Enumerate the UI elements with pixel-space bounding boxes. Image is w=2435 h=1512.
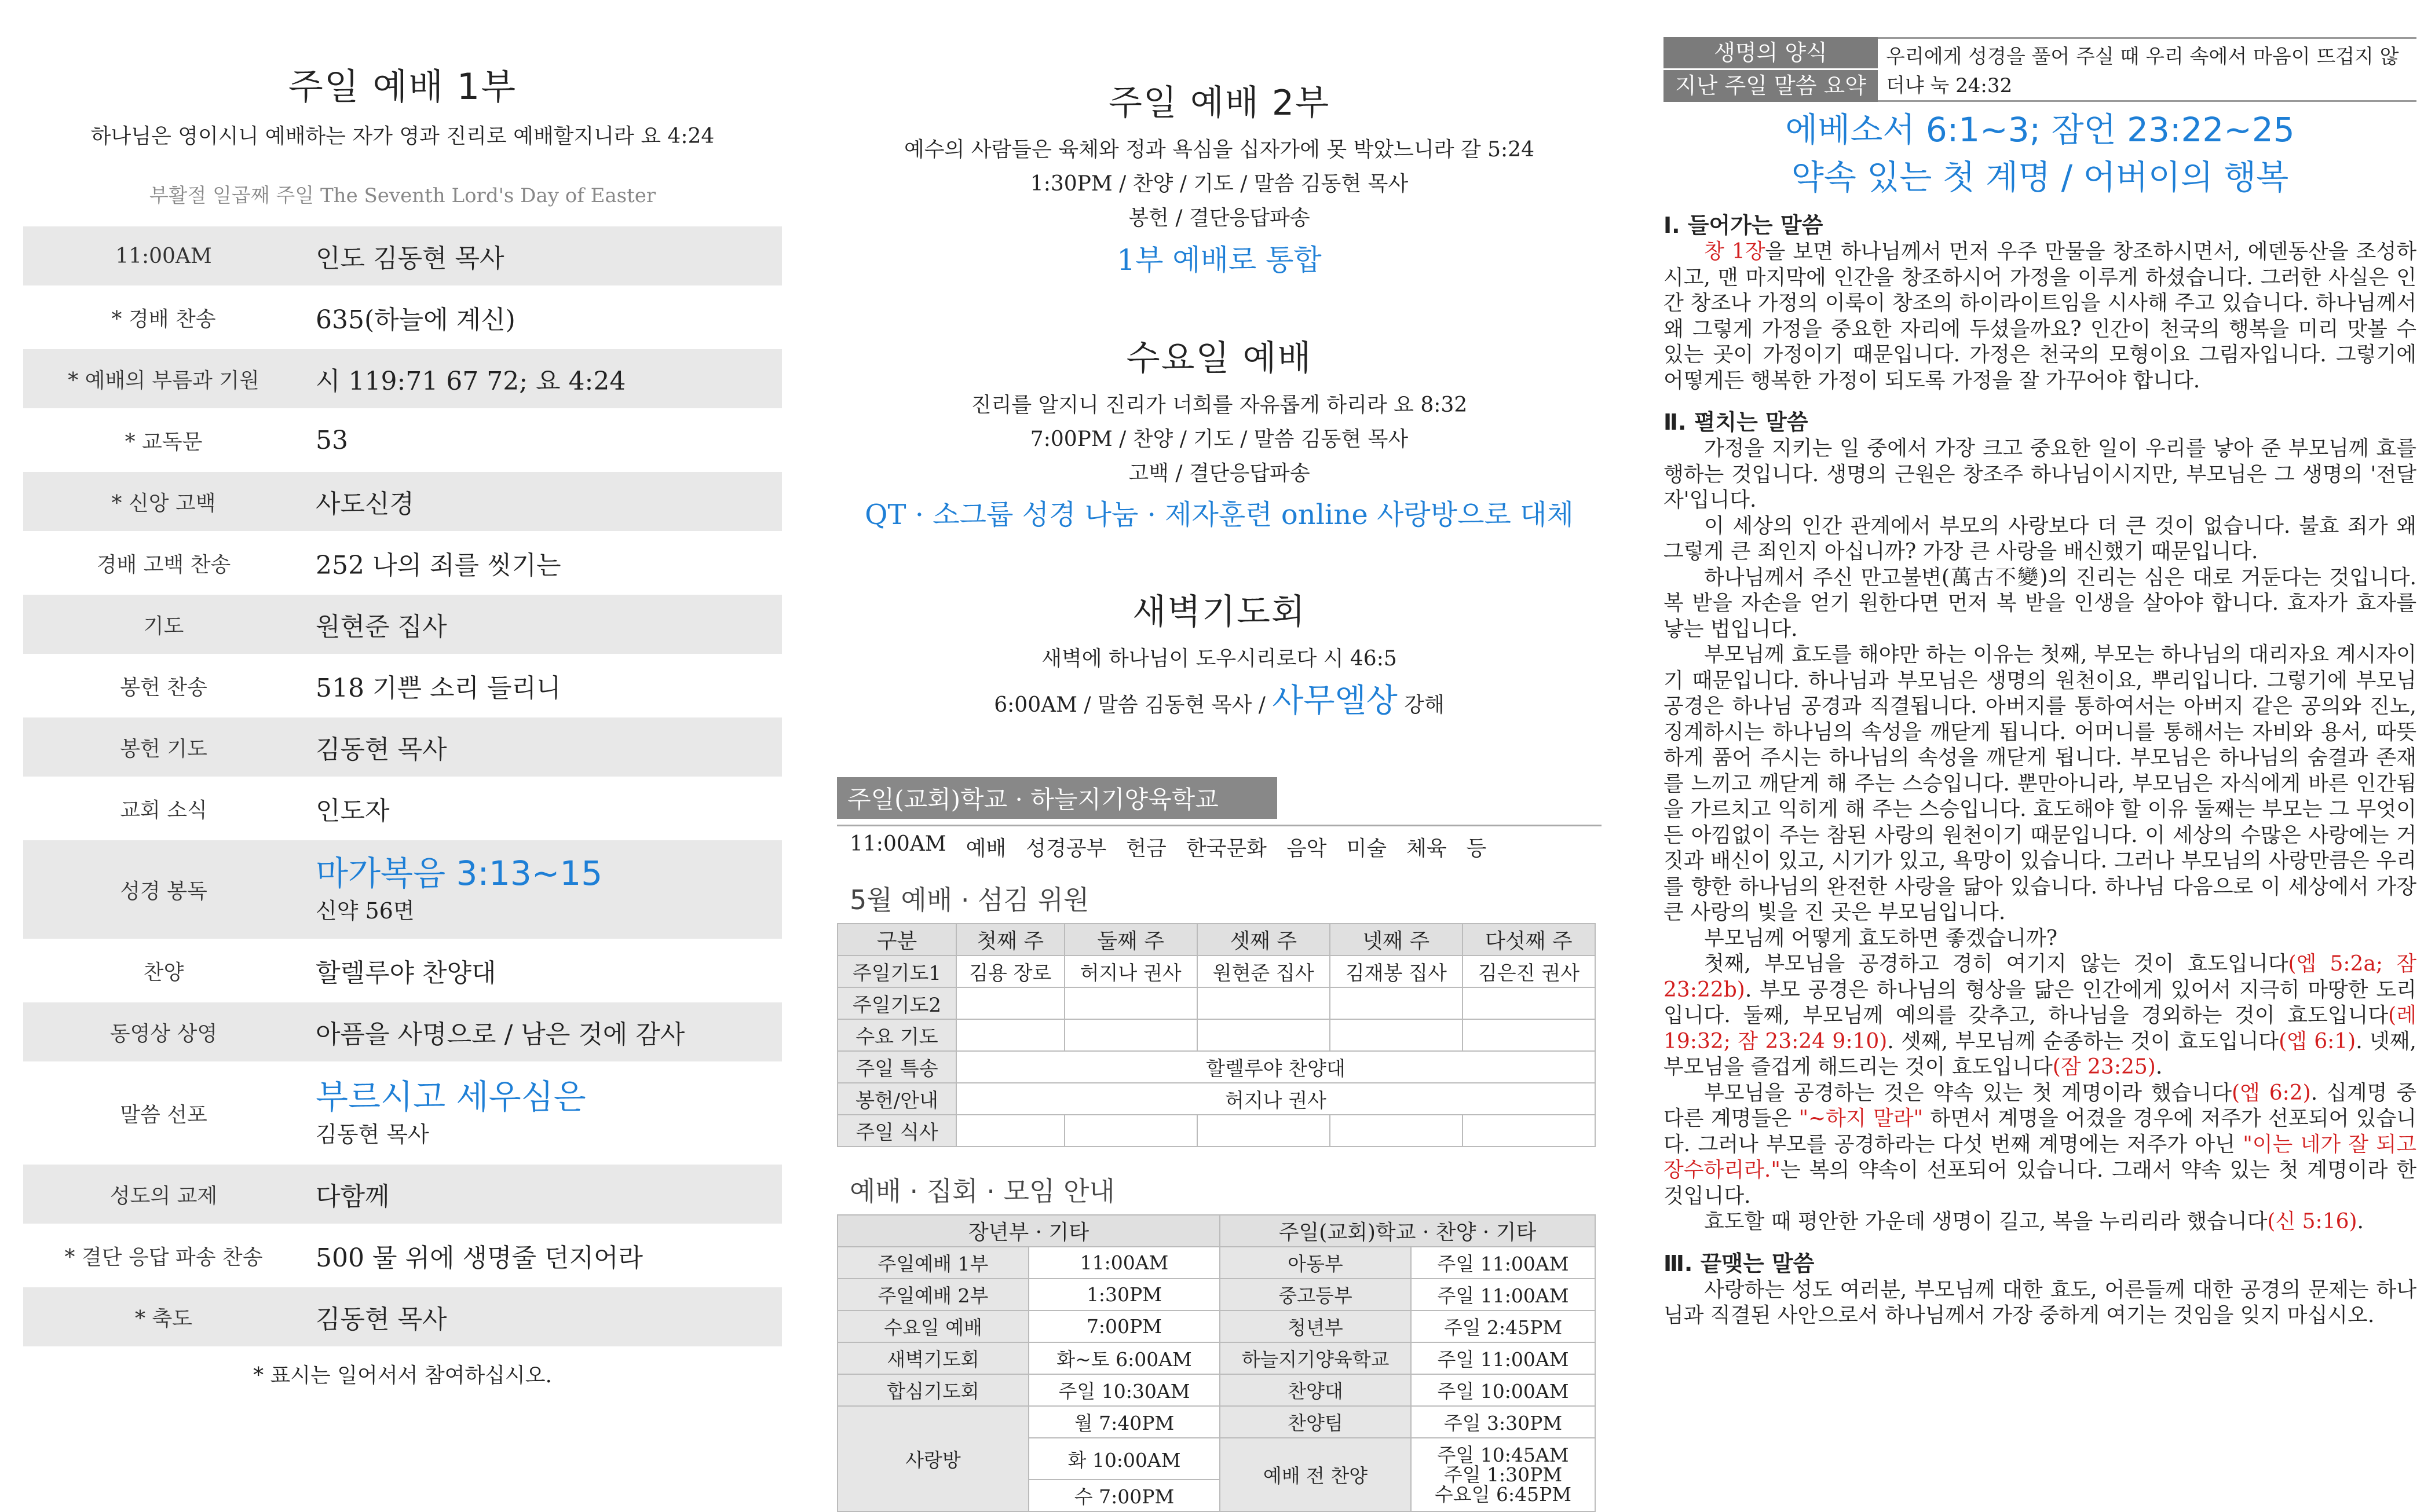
worship2-verse: 예수의 사람들은 육체와 정과 욕심을 십자가에 못 박았느니라 갈 5:24 xyxy=(904,138,1534,162)
wednesday-line1: 7:00PM / 찬양 / 기도 / 말씀 김동현 목사 xyxy=(1030,427,1409,451)
order-value xyxy=(304,854,782,925)
table-cell xyxy=(1330,1019,1463,1051)
meeting-time: 수 7:00PM xyxy=(1029,1480,1220,1511)
meeting-time: 화~토 6:00AM xyxy=(1029,1342,1220,1374)
worship2-section xyxy=(837,75,1602,279)
wednesday-verse: 진리를 알지니 진리가 너희를 자유롭게 하리라 요 8:32 xyxy=(971,393,1468,417)
quote-text: "이는 네가 잘 되고 장수하리라." xyxy=(1663,1132,2416,1182)
paragraph xyxy=(1663,1081,2416,1210)
order-value: 원현준 집사 xyxy=(316,612,447,642)
table-header-row xyxy=(838,924,1595,955)
scripture-ref: (레 19:32; 잠 23:24 9:10) xyxy=(1663,1004,2416,1053)
order-row xyxy=(23,1064,782,1162)
pre-time: 주일 10:45AM xyxy=(1437,1443,1569,1466)
table-cell xyxy=(1330,1115,1463,1147)
order-value: 인도자 xyxy=(316,796,390,826)
table-cell xyxy=(1463,1019,1595,1051)
column-header: 구분 xyxy=(838,924,956,955)
table-cell xyxy=(956,1019,1065,1051)
order-row xyxy=(23,1226,782,1285)
scripture-ref: (엡 6:2) xyxy=(2232,1081,2311,1105)
paragraph: 부모님께 어떻게 효도하면 좋겠습니까? xyxy=(1704,926,2058,950)
paragraph-text: 는 복의 약속이 선포되어 있습니다. 그래서 약속 있는 첫 계명이라 한 것입니다. xyxy=(1663,1158,2416,1208)
order-label: 봉헌 기도 xyxy=(120,737,207,761)
order-row xyxy=(23,1287,782,1346)
order-label: 성도의 교제 xyxy=(109,1184,218,1208)
order-value: 사도신경 xyxy=(316,489,415,519)
meeting-time xyxy=(1411,1438,1595,1511)
meeting-name: 새벽기도회 xyxy=(838,1342,1029,1374)
paragraph: 부모님께 효도를 해야만 하는 이유는 첫째, 부모는 하나님의 대리자요 계시자이기 때문입니다. 하나님과 부모님은 생명의 원천이요, 뿌리입니다. 그렇기에 부모님 공경은 하나님 공경과 직결됩니다. 아버지를 통하여서는 아버지 같은 공의와 진노, 징계하시는 하나님의 속성을 깨닫게 됩니다. 어머니를 통해서는 자비와 용서, 따뜻하게 품어 주시는 하나님의 속성을 깨닫게 됩니다. 부모님은 하나님의 숨결과 존재를 느끼고 깨닫게 해 주는 스승입니다. 뿐만아니라, 부모님은 자식에게 바른 인간됨을 가르치고 익히게 해 주는 스승입니다. 효도해야 할 이유 둘째는 부모는 그 무엇이든 아낌없이 주는 참된 사랑의 원천이기 때문입니다. 이 세상의 수많은 사랑에는 거짓과 배신이 있고, 시기가 있고, 욕망이 있습니다. 그러나 부모님의 사랑만큼은 우리를 향한 하나님의 완전한 사랑을 닮아 있습니다. 하나님 다음으로 이 세상에서 가장 큰 사랑의 빛을 진 곳은 부모님입니다. xyxy=(1663,643,2416,924)
school-items xyxy=(837,825,1602,862)
worship1-section xyxy=(23,0,782,1389)
table-row xyxy=(838,1019,1595,1051)
row-label: 주일 특송 xyxy=(838,1051,956,1083)
worship2-title: 주일 예배 2부 xyxy=(1108,83,1330,123)
pre-time: 주일 1:30PM xyxy=(1443,1463,1563,1486)
table-cell: 김재봉 집사 xyxy=(1330,955,1463,987)
meeting-name: 예배 전 찬양 xyxy=(1220,1438,1411,1511)
meeting-name: 중고등부 xyxy=(1220,1279,1411,1310)
paragraph-text: 효도할 때 평안한 가운데 생명이 길고, 복을 누리리라 했습니다 xyxy=(1704,1210,2268,1233)
table-cell xyxy=(1330,987,1463,1019)
column-header: 장년부 · 기타 xyxy=(838,1215,1220,1247)
table-cell xyxy=(1065,1019,1197,1051)
order-row xyxy=(23,941,782,1000)
sermon-summary xyxy=(1663,37,2416,1329)
standing-footnote: * 표시는 일어서서 참여하십시오. xyxy=(253,1364,552,1387)
meeting-name: 주일예배 1부 xyxy=(838,1247,1029,1279)
wednesday-section xyxy=(837,331,1602,532)
paragraph xyxy=(1663,239,2416,394)
order-row xyxy=(23,779,782,838)
meeting-time: 7:00PM xyxy=(1029,1310,1220,1342)
row-label: 주일기도1 xyxy=(838,955,956,987)
school-item: 성경공부 xyxy=(1026,837,1107,861)
paragraph: 하나님께서 주신 만고불변(萬古不變)의 진리는 심은 대로 거둔다는 것입니다. 복 받을 자손을 얻기 원한다면 먼저 복 받을 인생을 살아야 합니다. 효자가 효자를 낳는 법입니다. xyxy=(1663,565,2416,641)
dawn-line-post: 강해 xyxy=(1404,693,1445,717)
committee-title: 5월 예배 · 섬김 위원 xyxy=(850,884,1089,916)
column-header: 주일(교회)학교 · 찬양 · 기타 xyxy=(1220,1215,1595,1247)
meetings-title: 예배 · 집회 · 모임 안내 xyxy=(850,1176,1115,1207)
meeting-name: 주일예배 2부 xyxy=(838,1279,1029,1310)
paragraph: 이 세상의 인간 관계에서 부모의 사랑보다 더 큰 것이 없습니다. 불효 죄가 왜 그렇게 큰 죄인지 아십니까? 가장 큰 사랑을 배신했기 때문입니다. xyxy=(1663,514,2416,563)
order-value: 500 물 위에 생명줄 던지어라 xyxy=(316,1243,643,1273)
order-value: 다함께 xyxy=(316,1182,390,1211)
meeting-time: 주일 10:30AM xyxy=(1029,1374,1220,1406)
order-row xyxy=(23,349,782,408)
school-section xyxy=(837,777,1602,862)
table-row xyxy=(838,1083,1595,1115)
order-row xyxy=(23,595,782,654)
order-label: 기도 xyxy=(143,614,184,638)
order-row xyxy=(23,717,782,777)
order-label: 11:00AM xyxy=(115,244,212,268)
order-label: 교회 소식 xyxy=(120,798,207,822)
table-row xyxy=(838,1051,1595,1083)
meeting-name: 합심기도회 xyxy=(838,1374,1029,1406)
quote-text: "~하지 말라" xyxy=(1798,1107,1924,1130)
table-row xyxy=(838,1115,1595,1147)
order-row xyxy=(23,1002,782,1061)
meeting-name: 청년부 xyxy=(1220,1310,1411,1342)
worship1-verse: 하나님은 영이시니 예배하는 자가 영과 진리로 예배할지니라 요 4:24 xyxy=(90,125,715,148)
column-2 xyxy=(837,0,1602,1512)
scripture-ref: (엡 6:1) xyxy=(2279,1029,2356,1053)
order-label: * 교독문 xyxy=(125,430,203,454)
order-of-service xyxy=(23,226,782,1346)
order-value: 252 나의 죄를 씻기는 xyxy=(316,551,561,580)
paragraph-text: 첫째, 부모님을 공경하고 경히 여기지 않는 것이 효도입니다 xyxy=(1704,952,2288,976)
order-row xyxy=(23,533,782,592)
paragraph-text: . xyxy=(2155,1055,2163,1079)
order-value: 53 xyxy=(316,425,348,455)
committee-table xyxy=(837,923,1596,1147)
meeting-time: 화 10:00AM xyxy=(1029,1438,1220,1480)
table-row xyxy=(838,1310,1595,1342)
table-cell xyxy=(1463,987,1595,1019)
sermon-scripture: 에베소서 6:1~3; 잠언 23:22~25 xyxy=(1785,110,2295,149)
section-heading: Ⅲ. 끝맺는 말씀 xyxy=(1663,1250,1815,1276)
order-row xyxy=(23,840,782,939)
sermon-quote: 우리에게 성경을 풀어 주실 때 우리 속에서 마음이 뜨겁지 않더냐 눅 24:32 xyxy=(1878,37,2416,102)
table-row xyxy=(838,1406,1595,1438)
order-label: * 결단 응답 파송 찬송 xyxy=(64,1245,263,1269)
wednesday-title: 수요일 예배 xyxy=(1126,338,1312,379)
meeting-name: 사랑방 xyxy=(838,1406,1029,1511)
meeting-time: 1:30PM xyxy=(1029,1279,1220,1310)
sermon-header xyxy=(1663,37,2416,102)
dawn-title: 새벽기도회 xyxy=(1132,592,1306,632)
row-label: 주일기도2 xyxy=(838,987,956,1019)
school-bar: 주일(교회)학교 · 하늘지기양육학교 xyxy=(837,777,1277,819)
table-cell xyxy=(1197,1115,1330,1147)
order-label: * 축도 xyxy=(135,1306,192,1331)
order-value: 할렐루야 찬양대 xyxy=(316,958,496,988)
table-cell xyxy=(956,1115,1065,1147)
order-label: 봉헌 찬송 xyxy=(120,675,207,700)
school-item: 11:00AM xyxy=(850,832,946,856)
merged-cell: 허지나 권사 xyxy=(956,1083,1595,1115)
paragraph-text: 부모님을 공경하는 것은 약속 있는 첫 계명이라 했습니다 xyxy=(1704,1081,2232,1105)
school-item: 헌금 xyxy=(1126,837,1167,861)
meeting-time: 11:00AM xyxy=(1029,1247,1220,1279)
table-row xyxy=(838,1279,1595,1310)
paragraph: 사랑하는 성도 여러분, 부모님께 대한 효도, 어른들께 대한 공경의 문제는 하나님과 직결된 사안으로서 하나님께서 가장 중하게 여기는 것임을 잊지 마십시오. xyxy=(1663,1277,2416,1327)
meeting-time: 주일 10:00AM xyxy=(1411,1374,1595,1406)
table-row xyxy=(838,1247,1595,1279)
order-label: 찬양 xyxy=(143,960,184,984)
paragraph xyxy=(1663,1209,2416,1235)
meeting-name: 찬양팀 xyxy=(1220,1406,1411,1438)
school-item: 음악 xyxy=(1286,837,1327,861)
table-cell: 허지나 권사 xyxy=(1065,955,1197,987)
paragraph-text: 을 보면 하나님께서 먼저 우주 만물을 창조하시면서, 에덴동산을 조성하시고, 맨 마지막에 인간을 창조하시어 가정을 이루게 하셨습니다. 그러한 사실은 인간 창조나 가정의 이룩이 창조의 하이라이트임을 시사해 주고 있습니다. 하나님께서 왜 그렇게 가정을 중요한 자리에 두셨을까요? 인간이 천국의 행복을 미리 맛볼 수 있는 곳이 가정이기 때문입니다. 가정은 천국의 모형이요 그림자입니다. 그렇기에 어떻게든 행복한 가정이 되도록 가정을 잘 가꾸어야 합니다. xyxy=(1663,240,2416,393)
order-value xyxy=(304,1078,782,1148)
scripture-ref: (잠 23:25) xyxy=(2052,1055,2156,1079)
worship2-note: 1부 예배로 통합 xyxy=(1117,243,1322,277)
order-label: 경배 고백 찬송 xyxy=(96,552,231,577)
paragraph-text: 하면서 계명을 어겼을 경우에 저주가 선포되어 있습니다. 그러나 부모를 공경하라는 다섯 번째 계명에는 저주가 아닌 xyxy=(1663,1107,2416,1156)
merged-cell: 할렐루야 찬양대 xyxy=(956,1051,1595,1083)
order-label: 말씀 선포 xyxy=(120,1103,207,1127)
order-value: 김동현 목사 xyxy=(316,1305,447,1334)
meeting-time: 주일 11:00AM xyxy=(1411,1247,1595,1279)
worship1-title: 주일 예배 1부 xyxy=(288,65,517,108)
row-label: 봉헌/안내 xyxy=(838,1083,956,1115)
column-header: 둘째 주 xyxy=(1065,924,1197,955)
meeting-time: 주일 11:00AM xyxy=(1411,1279,1595,1310)
meeting-name: 찬양대 xyxy=(1220,1374,1411,1406)
scripture-ref: (엡 5:2a; 잠 23:22b) xyxy=(1663,952,2417,1002)
section-heading: Ⅰ. 들어가는 말씀 xyxy=(1663,213,1823,238)
table-row xyxy=(838,987,1595,1019)
school-item: 예배 xyxy=(966,837,1007,861)
order-value: 시 119:71 67 72; 요 4:24 xyxy=(316,367,626,396)
preacher: 김동현 목사 xyxy=(316,1121,429,1147)
dawn-section xyxy=(837,584,1602,722)
order-label: * 신앙 고백 xyxy=(111,491,216,515)
dawn-book: 사무엘상 xyxy=(1272,682,1398,720)
order-label: * 예배의 부름과 기원 xyxy=(68,368,259,393)
scripture-reading: 마가복음 3:13~15 xyxy=(316,854,603,894)
table-cell xyxy=(1065,1115,1197,1147)
table-cell xyxy=(1197,1019,1330,1051)
meetings-table xyxy=(837,1214,1596,1512)
order-value: 635(하늘에 계신) xyxy=(316,305,515,335)
column-header: 첫째 주 xyxy=(956,924,1065,955)
table-cell xyxy=(1463,1115,1595,1147)
meeting-time: 주일 11:00AM xyxy=(1411,1342,1595,1374)
meeting-name: 아동부 xyxy=(1220,1247,1411,1279)
order-label: * 경배 찬송 xyxy=(111,307,216,331)
scripture-ref: 창 1장 xyxy=(1704,240,1765,263)
paragraph-text: . xyxy=(2357,1210,2364,1233)
order-value: 아픔을 사명으로 / 남은 것에 감사 xyxy=(316,1020,685,1049)
table-cell xyxy=(1197,987,1330,1019)
sermon-tag xyxy=(1663,37,1878,102)
sermon-tag-2: 지난 주일 말씀 요약 xyxy=(1675,73,1866,98)
table-row xyxy=(838,1342,1595,1374)
meeting-name: 하늘지기양육학교 xyxy=(1220,1342,1411,1374)
table-cell xyxy=(1065,987,1197,1019)
dawn-line xyxy=(837,675,1602,722)
dawn-line-pre: 6:00AM / 말씀 김동현 목사 / xyxy=(994,693,1266,717)
table-header-row xyxy=(838,1215,1595,1247)
scripture-page: 신약 56면 xyxy=(316,898,415,924)
column-header: 넷째 주 xyxy=(1330,924,1463,955)
dawn-verse: 새벽에 하나님이 도우시리로다 시 46:5 xyxy=(1041,647,1397,671)
wednesday-line2: 고백 / 결단응답파송 xyxy=(1128,462,1310,485)
meeting-time: 월 7:40PM xyxy=(1029,1406,1220,1438)
pre-time: 수요일 6:45PM xyxy=(1434,1482,1572,1506)
worship1-subtitle: 부활절 일곱째 주일 The Seventh Lord's Day of Easter xyxy=(149,184,656,207)
sermon-title: 부르시고 세우심은 xyxy=(316,1077,586,1117)
meeting-name: 수요일 예배 xyxy=(838,1310,1029,1342)
order-label: 동영상 상영 xyxy=(109,1022,218,1046)
paragraph-text: . 셋째, 부모님께 순종하는 것이 효도입니다 xyxy=(1887,1029,2279,1053)
school-item: 등 xyxy=(1466,837,1487,861)
table-cell xyxy=(956,987,1065,1019)
order-row xyxy=(23,472,782,531)
school-item: 한국문화 xyxy=(1186,837,1267,861)
row-label: 수요 기도 xyxy=(838,1019,956,1051)
order-value: 518 기쁜 소리 들리니 xyxy=(316,673,561,703)
paragraph-text: . 넷째, 부모님을 즐겁게 해드리는 것이 효도입니다 xyxy=(1663,1029,2416,1079)
order-row xyxy=(23,288,782,347)
table-cell: 김용 장로 xyxy=(956,955,1065,987)
order-value: 인도 김동현 목사 xyxy=(316,244,504,273)
worship2-line2: 봉헌 / 결단응답파송 xyxy=(1128,206,1310,230)
order-row xyxy=(23,411,782,470)
column-header: 다섯째 주 xyxy=(1463,924,1595,955)
meeting-time: 주일 3:30PM xyxy=(1411,1406,1595,1438)
section-heading: Ⅱ. 펼치는 말씀 xyxy=(1663,409,1808,435)
order-value: 김동현 목사 xyxy=(316,735,447,764)
meeting-time: 주일 2:45PM xyxy=(1411,1310,1595,1342)
order-row xyxy=(23,1165,782,1224)
table-cell: 원현준 집사 xyxy=(1197,955,1330,987)
table-cell: 김은진 권사 xyxy=(1463,955,1595,987)
table-row xyxy=(838,1374,1595,1406)
row-label: 주일 식사 xyxy=(838,1115,956,1147)
school-item: 체육 xyxy=(1406,837,1447,861)
school-item: 미술 xyxy=(1346,837,1387,861)
column-header: 셋째 주 xyxy=(1197,924,1330,955)
sermon-title: 약속 있는 첫 계명 / 어버이의 행복 xyxy=(1791,158,2289,197)
sermon-tag-1: 생명의 양식 xyxy=(1663,37,1878,70)
paragraph-text: . 십계명 중 다른 계명들은 xyxy=(1663,1081,2417,1130)
paragraph: 가정을 지키는 일 중에서 가장 크고 중요한 일이 우리를 낳아 준 부모님께 효를 행하는 것입니다. 생명의 근원은 창조주 하나님이시지만, 부모님은 그 생명의 '전달자'입니다. xyxy=(1663,437,2416,512)
order-row xyxy=(23,656,782,715)
order-label: 성경 봉독 xyxy=(120,879,207,903)
wednesday-note: QT · 소그룹 성경 나눔 · 제자훈련 online 사랑방으로 대체 xyxy=(865,499,1574,531)
order-row xyxy=(23,226,782,285)
worship2-line1: 1:30PM / 찬양 / 기도 / 말씀 김동현 목사 xyxy=(1030,172,1409,196)
scripture-ref: (신 5:16) xyxy=(2267,1210,2357,1233)
paragraph-text: . 부모 공경은 하나님의 형상을 닮은 인간에게 있어서 지극히 마땅한 도리입니다. 둘째, 부모님께 예의를 갖추고, 하나님을 경외하는 것이 효도입니다 xyxy=(1663,978,2416,1027)
table-row xyxy=(838,955,1595,987)
paragraph xyxy=(1663,951,2416,1081)
